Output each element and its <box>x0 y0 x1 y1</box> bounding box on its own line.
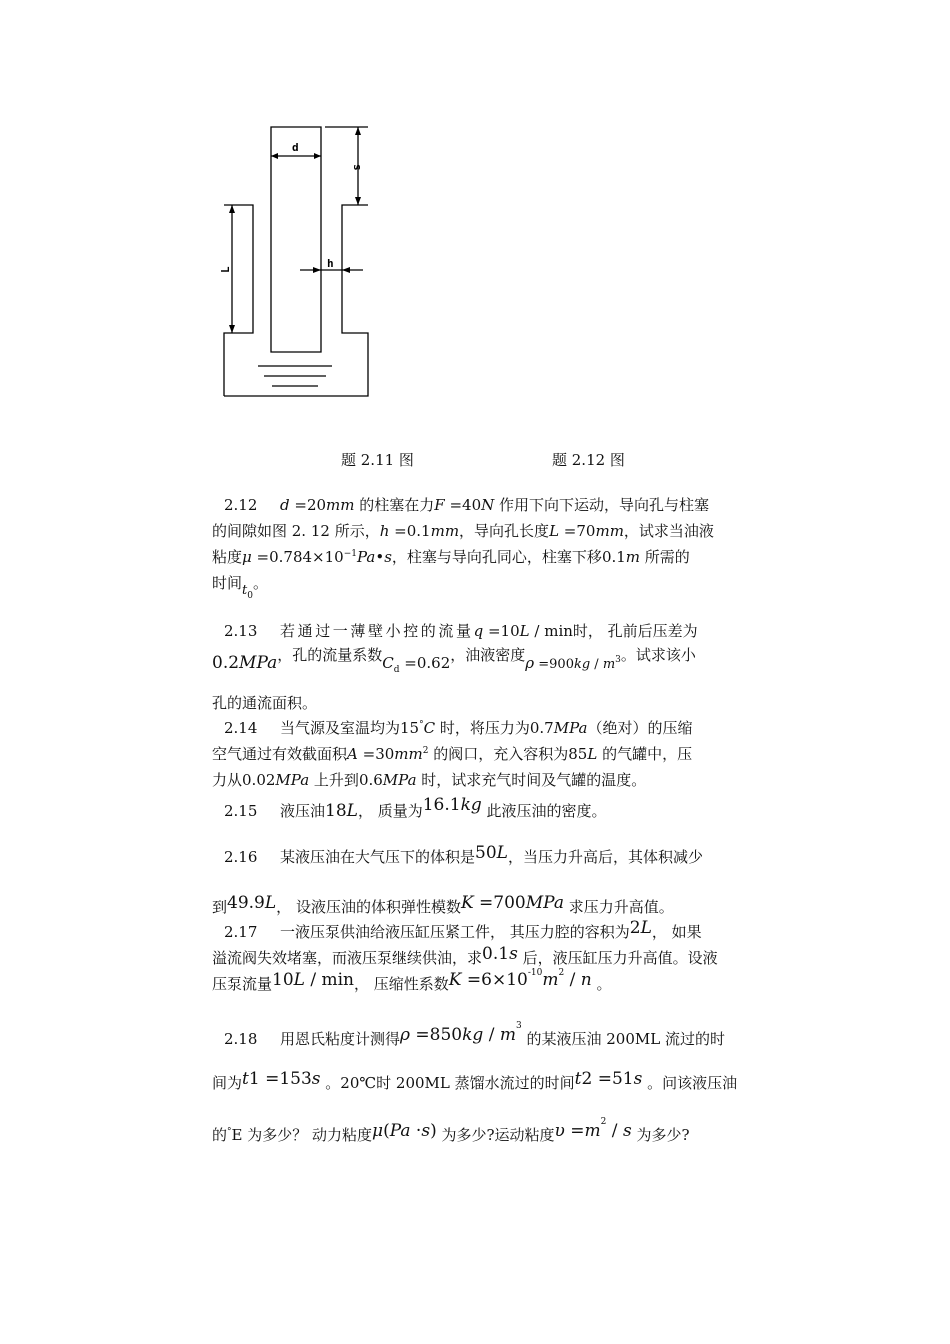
caption-2-11: 题 2.11 图 <box>341 451 414 469</box>
problem-2-13-line1: 2.13 若通过一薄壁小控的流量q =10L / min时， 孔前后压差为 <box>224 622 698 640</box>
problem-number: 2.16 <box>224 848 258 866</box>
caption-2-12: 题 2.12 图 <box>552 451 625 469</box>
label-s: s <box>351 164 364 171</box>
problem-number: 2.15 <box>224 802 258 820</box>
problem-number: 2.18 <box>224 1030 258 1048</box>
problem-2-12-line4: 时间$t_0$。 <box>212 574 268 601</box>
problem-number: 2.12 <box>224 496 258 514</box>
problem-number: 2.14 <box>224 719 258 737</box>
problem-2-18-line2: 间为t1 =153s 。20℃时 200ML 蒸馏水流过的时间t2 =51s 。问该液压油 <box>212 1069 738 1092</box>
problem-number: 2.17 <box>224 923 258 941</box>
problem-number: 2.13 <box>224 622 258 640</box>
problem-2-12-line2: 的间隙如图 2. 12 所示，h =0.1mm，导向孔长度L =70mm，试求当油液 <box>212 522 714 540</box>
problem-2-16-line1: 2.16 某液压油在大气压下的体积是50L，当压力升高后，其体积减少 <box>224 843 703 866</box>
label-h: h <box>327 257 334 270</box>
problem-2-17-line1: 2.17 一液压泵供油给液压缸压紧工件， 其压力腔的容积为2L， 如果 <box>224 918 702 941</box>
problem-2-12-line1: 2.12 d =20mm 的柱塞在力F =40N 作用下向下运动，导向孔与柱塞 <box>224 496 710 514</box>
problem-2-17-line2: 溢流阀失效堵塞，而液压泵继续供油，求0.1s 后，液压缸压力升高值。设液 <box>212 944 718 967</box>
plunger <box>271 127 321 352</box>
problem-2-13-line3: 孔的通流面积。 <box>212 694 318 712</box>
problem-2-12-line3: 粘度$\mu =0.784\times 10^{-1}Pa•s$，柱塞与导向孔同心，柱塞下移0.1m 所需的 <box>212 548 690 566</box>
figure-2-12-diagram <box>0 0 950 420</box>
problem-2-14-line2: 空气通过有效截面积$A =30mm^2$ 的阀口，充入容积为85L 的气罐中，压 <box>212 745 693 763</box>
problem-2-13-line2: 0.2MPa，孔的流量系数$C_d =0.62$，油液密度$\rho =900kg / m^3$。试求该小 <box>212 646 696 675</box>
guide-body <box>224 205 253 396</box>
problem-2-15-line1: 2.15 液压油18L， 质量为16.1kg 此液压油的密度。 <box>224 795 607 821</box>
label-d: d <box>292 141 299 154</box>
problem-2-17-line3: 压泵流量10L / min， 压缩性系数$K =6\times 10^{-10}m^2 / n$ 。 <box>212 968 612 993</box>
problem-2-18-line3: 的°E 为多少？ 动力粘度μ(Pa ·s) 为多少?运动粘度$\upsilon =m^2 / s$ 为多少? <box>212 1117 690 1144</box>
problem-2-18-line1: 2.18 用恩氏粘度计测得$\rho =850kg / m^3$ 的某液压油 200ML 流过的时 <box>224 1021 725 1048</box>
problem-2-14-line3: 力从0.02MPa 上升到0.6MPa 时，试求充气时间及气罐的温度。 <box>212 771 647 789</box>
problem-2-14-line1: 2.14 当气源及室温均为15°C 时，将压力为0.7MPa（绝对）的压缩 <box>224 719 693 737</box>
label-L: L <box>219 266 232 273</box>
problem-2-16-line2: 到49.9L， 设液压油的体积弹性模数K =700MPa 求压力升高值。 <box>212 893 674 916</box>
